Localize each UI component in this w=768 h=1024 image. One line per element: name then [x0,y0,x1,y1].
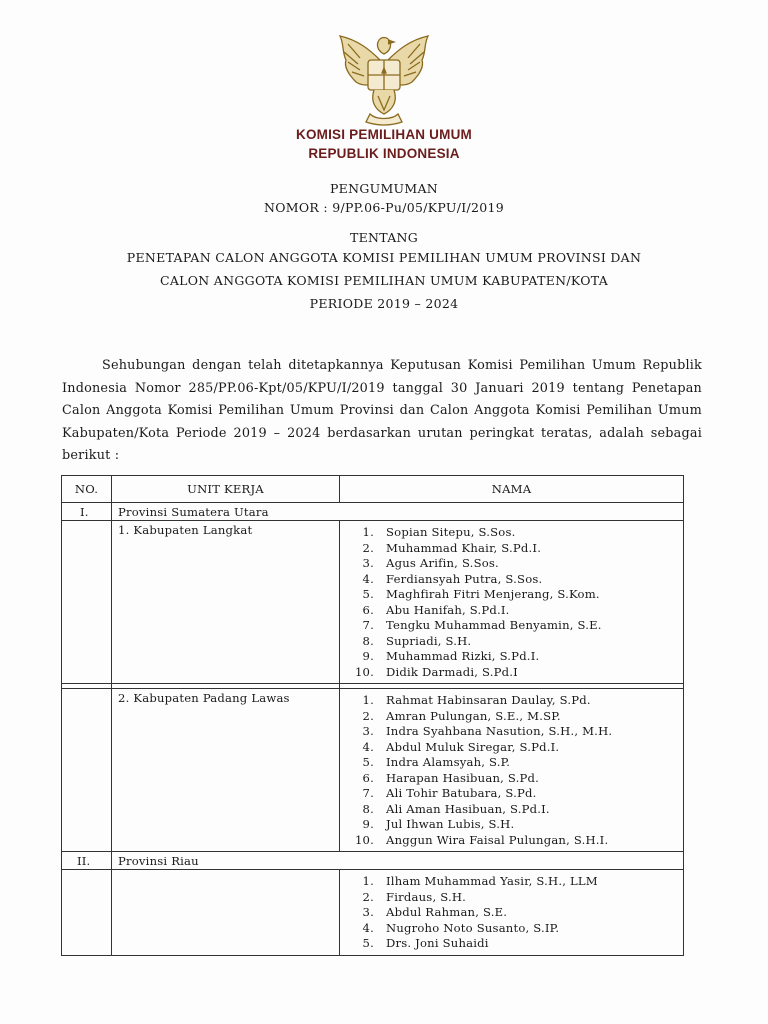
list-item: 8. Supriadi, S.H. [362,633,472,648]
header-no: NO. [62,476,112,503]
list-item: 3. Abdul Rahman, S.E. [362,905,508,919]
list-item: 4. Ferdiansyah Putra, S.Sos. [362,571,543,586]
candidate-table [61,475,684,956]
list-item: 10. Anggun Wira Faisal Pulungan, S.H.I. [354,832,609,847]
subject-line3: PERIODE 2019 – 2024 [309,296,459,311]
province-number: II. [77,854,91,868]
name-list [340,521,683,683]
org-name-line2: REPUBLIK INDONESIA [308,146,460,161]
list-item: 7. Ali Tohir Batubara, S.Pd. [362,786,537,800]
province-name: Provinsi Riau [118,854,199,868]
table-row [62,521,684,684]
table-header-row [62,476,684,503]
subject-line2: CALON ANGGOTA KOMISI PEMILIHAN UMUM KABUPATEN/KOTA [159,273,609,288]
header-unit-kerja: UNIT KERJA [112,476,340,503]
list-item: 3. Indra Syahbana Nasution, S.H., M.H. [362,724,613,738]
list-item: 5. Maghfirah Fitri Menjerang, S.Kom. [362,587,600,601]
list-item: 1. Ilham Muhammad Yasir, S.H., LLM [362,874,598,888]
intro-paragraph-text: Sehubungan dengan telah ditetapkannya Keputusan Komisi Pemilihan Umum Republik Indonesia Nomor 285/PP.06-Kpt/05/KPU/I/2019 tanggal 30 Januari 2019 tentang Penetapan Calon Anggota Komisi Pemilihan Umum Provinsi dan Calon Anggota Komisi Pemilihan Umum Kabupaten/Kota Periode 2019 – 2024 berdasarkan urutan peringkat teratas, adalah sebagai berikut : [62,358,702,463]
name-list [340,870,683,955]
subject-line1: PENETAPAN CALON ANGGOTA KOMISI PEMILIHAN UMUM PROVINSI DAN [126,250,642,265]
province-row [62,503,684,521]
unit-label: 1. Kabupaten Langkat [118,523,253,537]
list-item: 2. Muhammad Khair, S.Pd.I. [362,540,542,555]
intro-paragraph [62,355,702,468]
doc-number: NOMOR : 9/PP.06-Pu/05/KPU/I/2019 [264,200,504,215]
list-item: 9. Muhammad Rizki, S.Pd.I. [362,649,540,663]
table-row [62,870,684,956]
doc-type: PENGUMUMAN [329,181,439,196]
list-item: 10. Didik Darmadi, S.Pd.I [354,664,518,679]
list-item: 6. Abu Hanifah, S.Pd.I. [362,602,510,617]
unit-label: 2. Kabupaten Padang Lawas [118,691,290,705]
list-item: 7. Tengku Muhammad Benyamin, S.E. [362,618,602,632]
list-item: 6. Harapan Hasibuan, S.Pd. [362,770,540,785]
list-item: 1. Sopian Sitepu, S.Sos. [362,525,516,539]
province-row [62,852,684,870]
list-item: 9. Jul Ihwan Lubis, S.H. [362,817,515,831]
list-item: 2. Firdaus, S.H. [362,889,467,904]
tentang-label: TENTANG [349,230,419,245]
list-item: 8. Ali Aman Hasibuan, S.Pd.I. [362,801,550,816]
list-item: 4. Abdul Muluk Siregar, S.Pd.I. [362,739,560,754]
province-number: I. [80,505,89,519]
garuda-emblem-icon [330,30,438,130]
table-row [62,689,684,852]
list-item: 2. Amran Pulungan, S.E., M.SP. [362,708,561,723]
list-item: 1. Rahmat Habinsaran Daulay, S.Pd. [362,693,591,707]
province-name: Provinsi Sumatera Utara [118,505,269,519]
unit-label [112,870,339,876]
header-nama: NAMA [340,476,684,503]
name-list [340,689,683,851]
list-item: 5. Indra Alamsyah, S.P. [362,755,511,769]
org-name-line1: KOMISI PEMILIHAN UMUM [296,127,472,142]
list-item: 3. Agus Arifin, S.Sos. [362,556,499,570]
list-item: 4. Nugroho Noto Susanto, S.IP. [362,920,560,935]
list-item: 5. Drs. Joni Suhaidi [362,936,489,950]
